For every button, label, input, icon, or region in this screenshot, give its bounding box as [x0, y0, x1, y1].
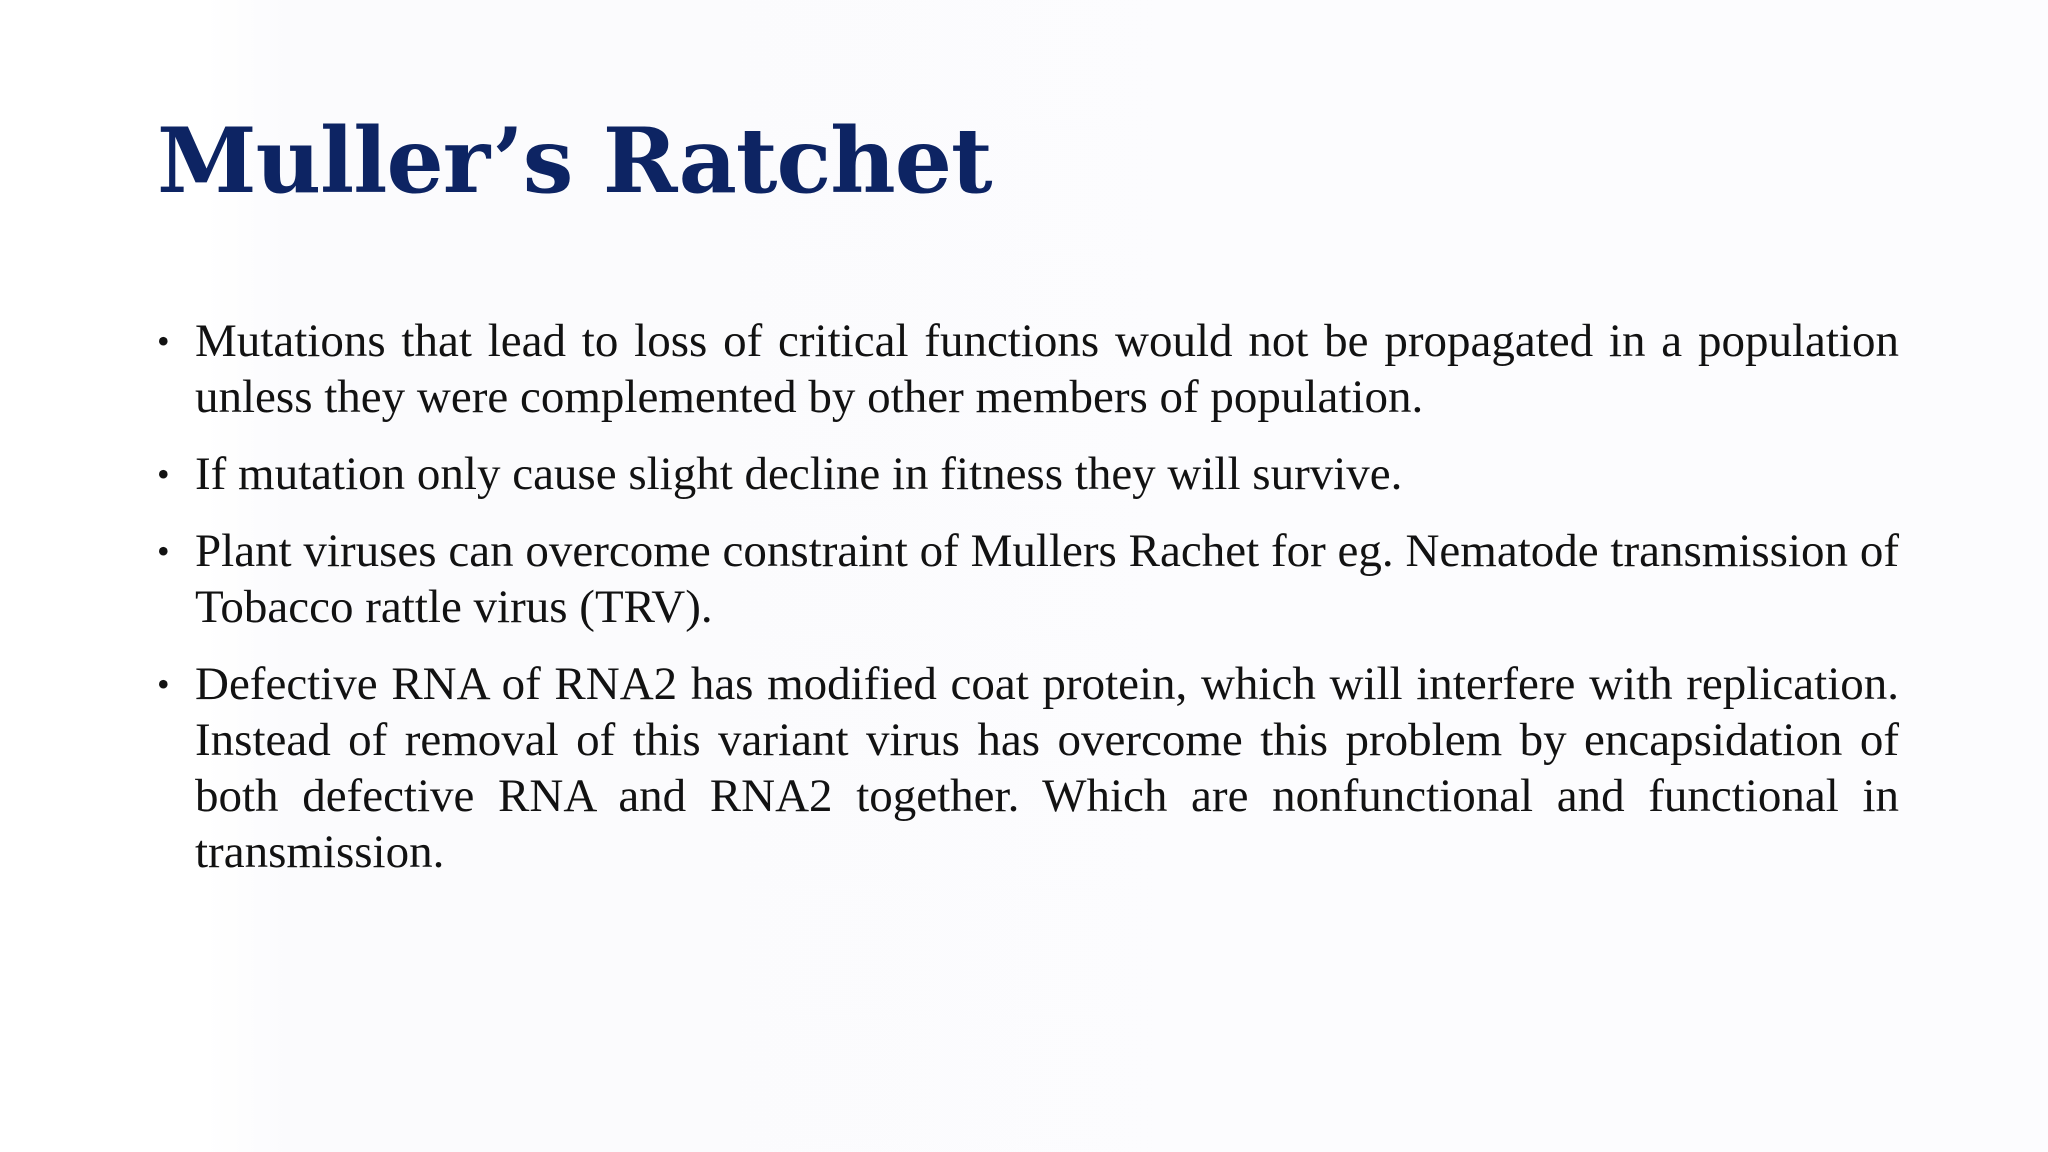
- bullet-dot-icon: •: [157, 454, 170, 494]
- bullet-text: Defective RNA of RNA2 has modified coat protein, which will interfere with replication. Instead of removal of this variant virus has overcome this problem by encapsidation of both defective RNA and RNA2 together. Which are nonfunctional and functional in transmission.: [195, 658, 1899, 878]
- bullet-text: If mutation only cause slight decline in fitness they will survive.: [195, 448, 1403, 500]
- slide-title: Muller’s Ratchet: [157, 108, 992, 214]
- bullet-dot-icon: •: [157, 664, 170, 704]
- bullet-item: [157, 446, 1899, 502]
- bullet-text: Mutations that lead to loss of critical functions would not be propagated in a population unless they were complemented by other members of population.: [195, 315, 1899, 423]
- bullet-text: Plant viruses can overcome constraint of Mullers Rachet for eg. Nematode transmission of Tobacco rattle virus (TRV).: [195, 525, 1899, 633]
- bullet-item: [157, 523, 1899, 635]
- bullet-item: [157, 313, 1899, 425]
- bullet-list: [157, 313, 1899, 901]
- bullet-dot-icon: •: [157, 531, 170, 571]
- bullet-dot-icon: •: [157, 321, 170, 361]
- bullet-item: [157, 656, 1899, 880]
